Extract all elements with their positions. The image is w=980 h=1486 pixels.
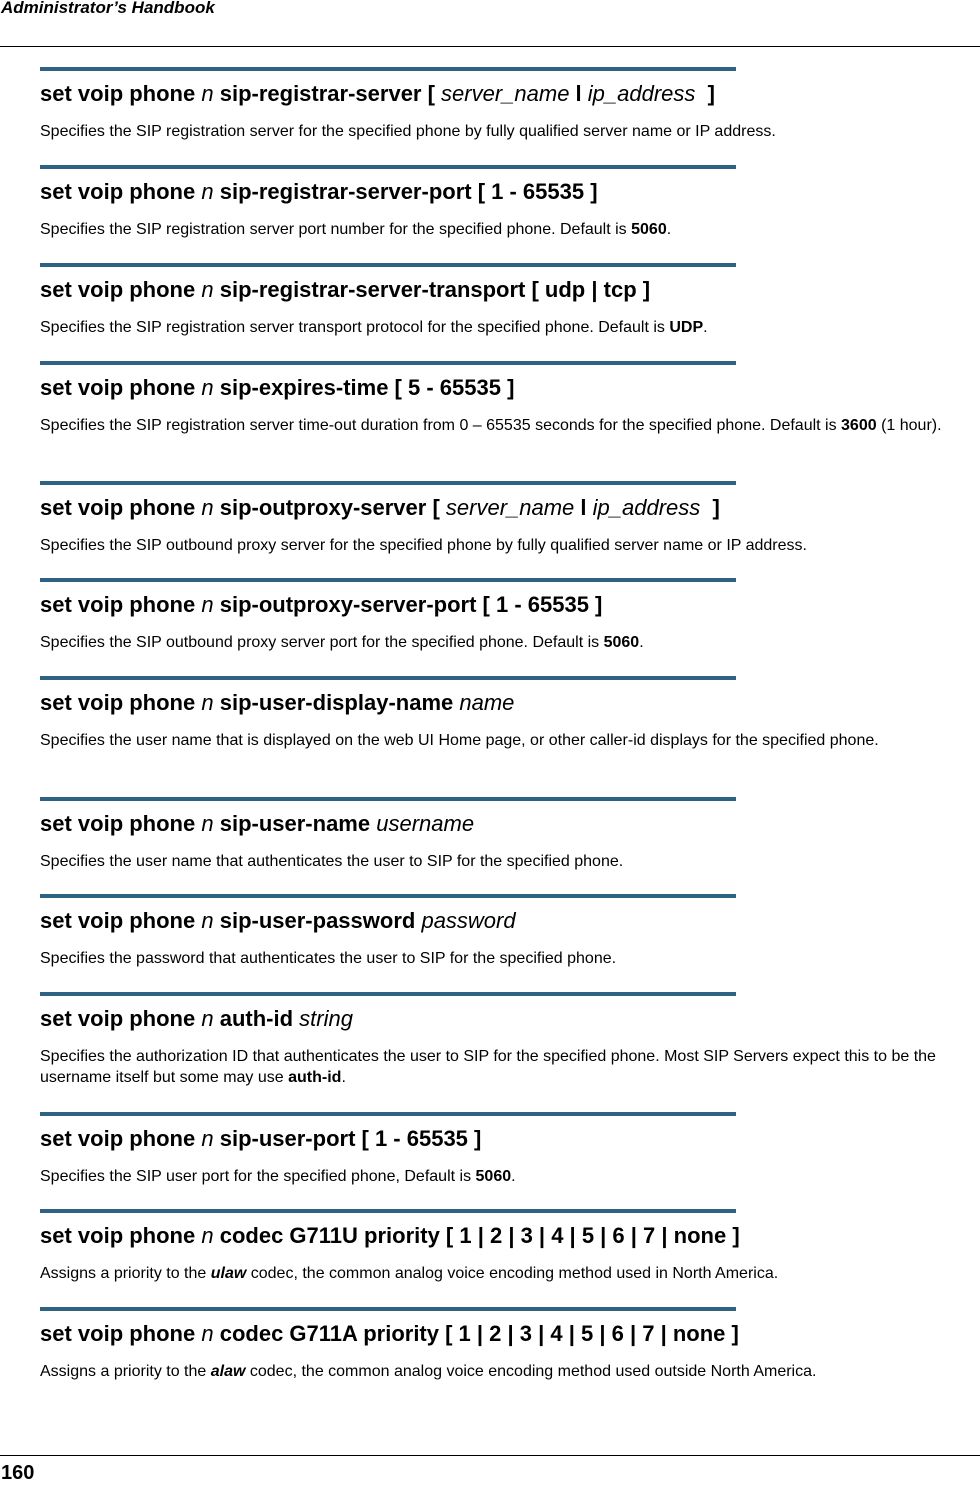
command-parameter: name xyxy=(459,690,515,715)
command-keyword: auth-id xyxy=(213,1006,300,1031)
section-rule xyxy=(40,797,736,801)
command-description xyxy=(40,1263,975,1284)
page-number: 160 xyxy=(1,1462,35,1484)
description-text: (1 hour). xyxy=(876,417,942,434)
command-entry xyxy=(40,894,975,969)
default-value: 5060 xyxy=(475,1168,512,1185)
command-description xyxy=(40,1361,975,1382)
command-keyword: sip-expires-time [ 5 - 65535 ] xyxy=(213,375,515,400)
command-entry xyxy=(40,1112,975,1187)
command-keyword: set voip phone xyxy=(40,811,202,836)
description-text: codec, the common analog voice encoding method used in North America. xyxy=(246,1265,779,1282)
description-text: Specifies the password that authenticates the user to SIP for the specified phone. xyxy=(40,950,617,967)
description-text: Specifies the SIP registration server transport protocol for the specified phone. Default is xyxy=(40,319,670,336)
footer-rule xyxy=(0,1455,980,1456)
command-description xyxy=(40,1046,975,1088)
description-text: Assigns a priority to the xyxy=(40,1363,211,1380)
command-parameter: username xyxy=(376,811,475,836)
default-value: 3600 xyxy=(841,417,877,434)
section-rule xyxy=(40,263,736,267)
command-keyword: sip-user-port [ 1 - 65535 ] xyxy=(213,1126,482,1151)
command-parameter: n xyxy=(201,592,214,617)
command-syntax xyxy=(40,1221,975,1251)
command-description xyxy=(40,948,975,969)
command-parameter: n xyxy=(201,1126,214,1151)
default-value: 5060 xyxy=(631,221,667,238)
description-text: . xyxy=(511,1168,516,1185)
section-rule xyxy=(40,894,736,898)
command-parameter: n xyxy=(201,277,214,302)
description-text: Specifies the user name that is displayed on the web UI Home page, or other caller-id displays for the specified phone. xyxy=(40,732,879,749)
section-rule xyxy=(40,481,736,485)
section-rule xyxy=(40,361,736,365)
description-text: . xyxy=(639,634,644,651)
command-syntax xyxy=(40,906,975,936)
command-keyword: ] xyxy=(695,81,715,106)
command-description xyxy=(40,730,975,751)
description-text: Specifies the authorization ID that authenticates the user to SIP for the specified phone. Most SIP Servers expect this to be the username itself but some may use xyxy=(40,1048,936,1086)
section-rule xyxy=(40,1209,736,1213)
command-keyword: sip-outproxy-server [ xyxy=(213,495,446,520)
command-syntax xyxy=(40,1004,975,1034)
description-text: . xyxy=(341,1069,346,1086)
codec-name: alaw xyxy=(210,1363,246,1380)
command-entry xyxy=(40,67,975,142)
command-parameter: ip_address xyxy=(592,495,701,520)
command-syntax xyxy=(40,373,975,403)
section-rule xyxy=(40,165,736,169)
description-text: . xyxy=(703,319,708,336)
command-entry xyxy=(40,481,975,556)
command-syntax xyxy=(40,177,975,207)
command-keyword: sip-user-display-name xyxy=(213,690,460,715)
section-rule xyxy=(40,1307,736,1311)
command-syntax xyxy=(40,79,975,109)
command-keyword: sip-registrar-server [ xyxy=(213,81,442,106)
command-entry xyxy=(40,1307,975,1382)
description-text: Specifies the SIP registration server time-out duration from 0 – 65535 seconds for the specified phone. Default is xyxy=(40,417,842,434)
description-text: Specifies the SIP registration server port number for the specified phone. Default is xyxy=(40,221,632,238)
description-text: codec, the common analog voice encoding method used outside North America. xyxy=(245,1363,817,1380)
command-description xyxy=(40,632,975,653)
command-entry xyxy=(40,578,975,653)
command-entry xyxy=(40,361,975,436)
command-description xyxy=(40,121,975,142)
command-keyword: set voip phone xyxy=(40,81,202,106)
command-description xyxy=(40,535,975,556)
command-keyword: codec G711A priority [ 1 | 2 | 3 | 4 | 5 | 6 | 7 | none ] xyxy=(213,1321,739,1346)
command-syntax xyxy=(40,1319,975,1349)
command-parameter: n xyxy=(201,375,214,400)
command-syntax xyxy=(40,1124,975,1154)
description-text: Specifies the SIP user port for the specified phone, Default is xyxy=(40,1168,476,1185)
command-entry xyxy=(40,263,975,338)
command-entry xyxy=(40,992,975,1088)
section-rule xyxy=(40,578,736,582)
command-keyword: sip-registrar-server-port [ 1 - 65535 ] xyxy=(213,179,598,204)
command-parameter: n xyxy=(201,908,214,933)
command-keyword: codec G711U priority [ 1 | 2 | 3 | 4 | 5 | 6 | 7 | none ] xyxy=(213,1223,740,1248)
codec-name: ulaw xyxy=(210,1265,247,1282)
command-entry xyxy=(40,797,975,872)
command-parameter: server_name xyxy=(445,495,575,520)
command-keyword: ] xyxy=(700,495,720,520)
command-parameter: string xyxy=(299,1006,353,1031)
description-text: Specifies the SIP outbound proxy server for the specified phone by fully qualified server name or IP address. xyxy=(40,537,807,554)
command-keyword: set voip phone xyxy=(40,179,202,204)
command-parameter: n xyxy=(201,1006,214,1031)
command-syntax xyxy=(40,688,975,718)
command-keyword: set voip phone xyxy=(40,1223,202,1248)
command-keyword: sip-registrar-server-transport [ udp | tcp ] xyxy=(213,277,651,302)
command-keyword: l xyxy=(569,81,588,106)
command-keyword: set voip phone xyxy=(40,690,202,715)
command-parameter: password xyxy=(421,908,516,933)
command-keyword: set voip phone xyxy=(40,495,202,520)
command-keyword: sip-user-password xyxy=(213,908,422,933)
header-rule xyxy=(0,46,980,47)
description-text: . xyxy=(666,221,672,238)
command-parameter: n xyxy=(201,1321,214,1346)
command-keyword: set voip phone xyxy=(40,908,202,933)
command-description xyxy=(40,851,975,872)
section-rule xyxy=(40,676,736,680)
command-parameter: n xyxy=(201,179,214,204)
command-keyword: sip-outproxy-server-port [ 1 - 65535 ] xyxy=(213,592,603,617)
command-syntax xyxy=(40,493,975,523)
command-parameter: ip_address xyxy=(587,81,696,106)
command-keyword: set voip phone xyxy=(40,375,202,400)
command-keyword: set voip phone xyxy=(40,592,202,617)
command-syntax xyxy=(40,590,975,620)
command-keyword: sip-user-name xyxy=(213,811,377,836)
description-text: Assigns a priority to the xyxy=(40,1265,211,1282)
command-parameter: n xyxy=(201,495,214,520)
description-text: Specifies the SIP registration server for the specified phone by fully qualified server name or IP address. xyxy=(40,123,776,140)
command-syntax xyxy=(40,809,975,839)
command-keyword: set voip phone xyxy=(40,1126,202,1151)
command-parameter: n xyxy=(201,1223,214,1248)
section-rule xyxy=(40,992,736,996)
section-rule xyxy=(40,67,736,71)
default-value: UDP xyxy=(669,319,704,336)
command-parameter: n xyxy=(201,811,214,836)
section-rule xyxy=(40,1112,736,1116)
command-keyword: set voip phone xyxy=(40,1006,202,1031)
command-description xyxy=(40,317,975,338)
running-header-title: Administrator’s Handbook xyxy=(1,0,215,17)
command-description xyxy=(40,415,975,436)
default-value: 5060 xyxy=(603,634,640,651)
description-text: Specifies the user name that authenticates the user to SIP for the specified phone. xyxy=(40,853,624,870)
command-entry xyxy=(40,165,975,240)
command-keyword: l xyxy=(574,495,593,520)
description-text: Specifies the SIP outbound proxy server port for the specified phone. Default is xyxy=(40,634,604,651)
command-keyword: set voip phone xyxy=(40,277,202,302)
command-description xyxy=(40,219,975,240)
command-keyword: set voip phone xyxy=(40,1321,202,1346)
command-description xyxy=(40,1166,975,1187)
command-entry xyxy=(40,676,975,751)
command-parameter: n xyxy=(201,690,214,715)
command-syntax xyxy=(40,275,975,305)
default-value: auth-id xyxy=(288,1069,342,1086)
command-parameter: n xyxy=(201,81,214,106)
command-entry xyxy=(40,1209,975,1284)
command-parameter: server_name xyxy=(441,81,570,106)
